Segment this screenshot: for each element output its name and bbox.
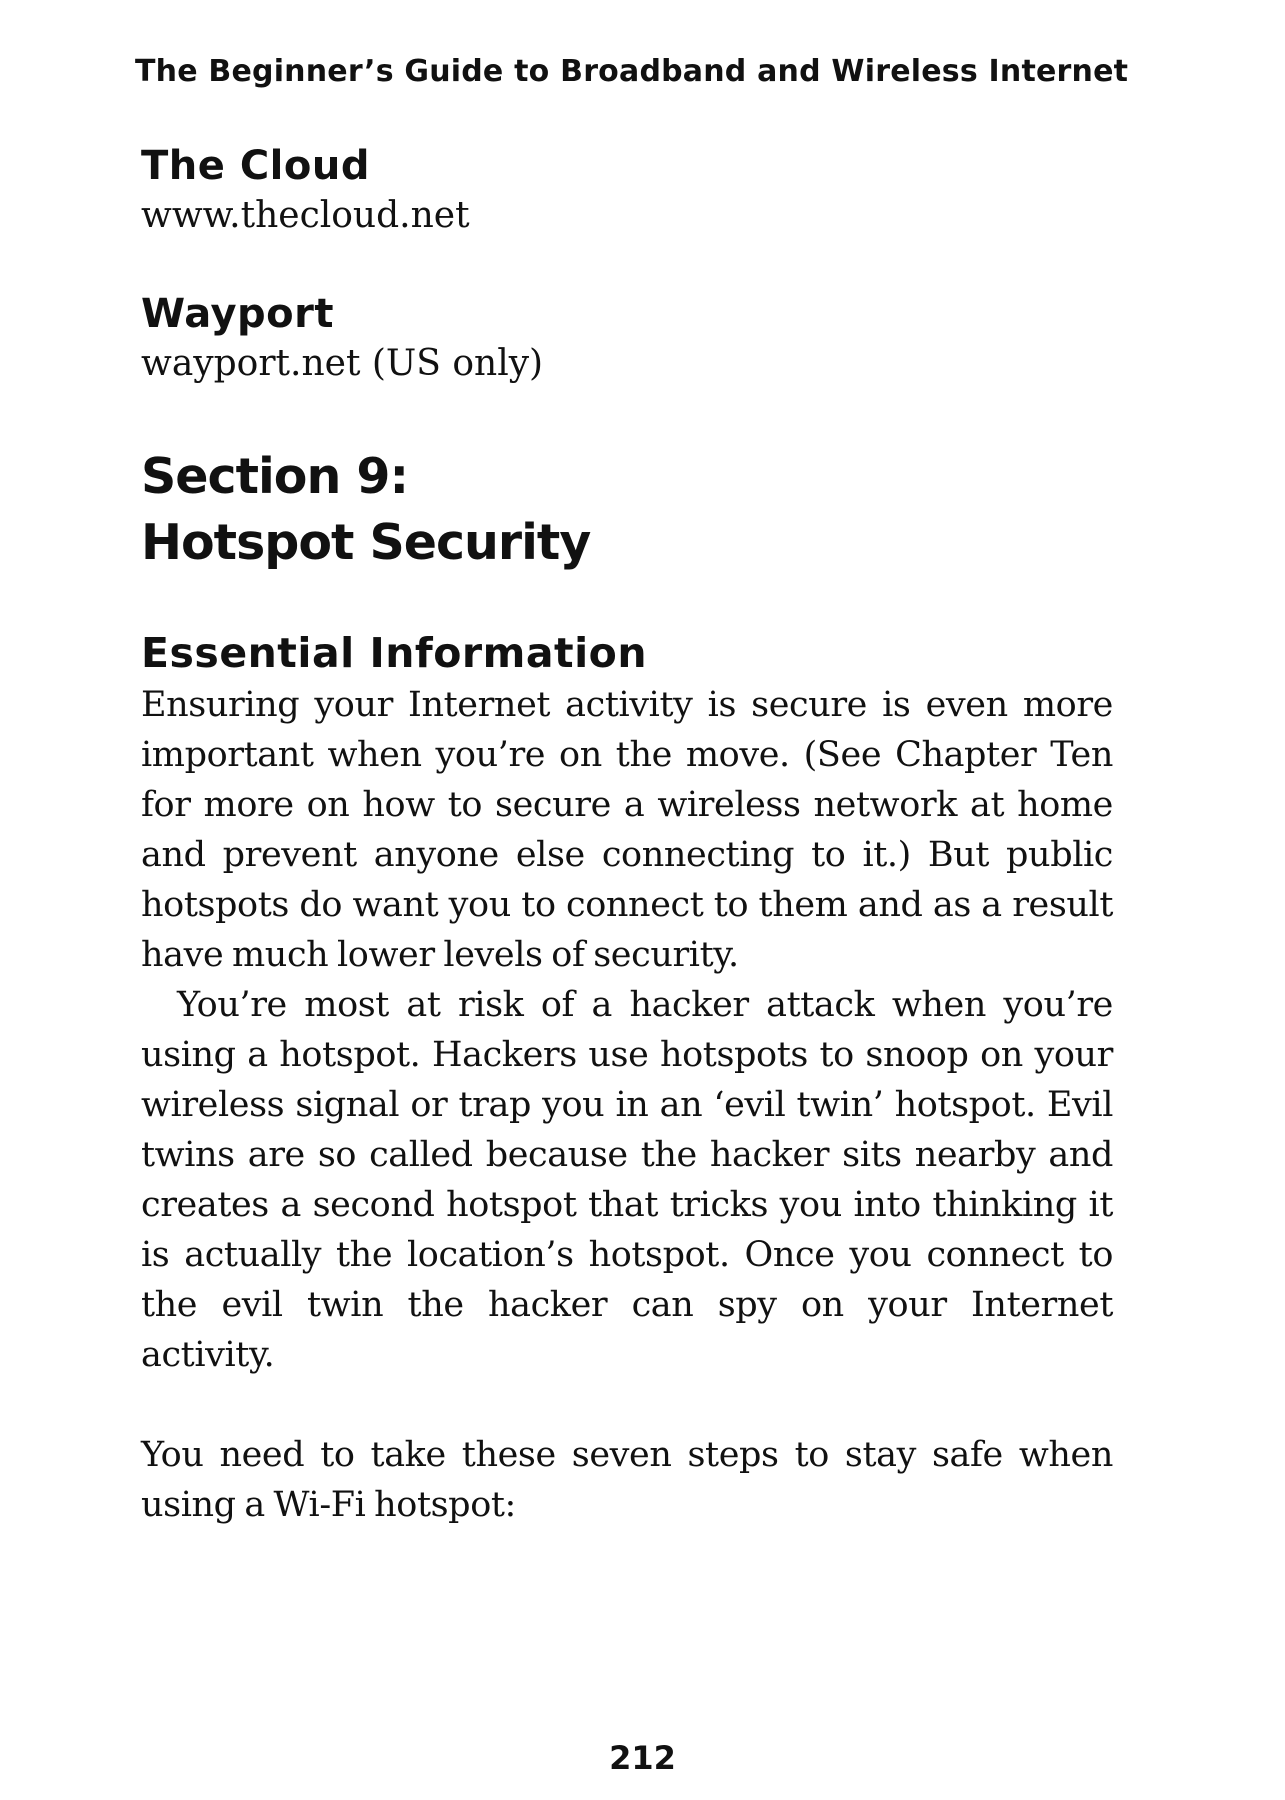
provider-name: The Cloud	[141, 143, 370, 189]
page-number: 212	[609, 1739, 676, 1777]
provider-name: Wayport	[141, 291, 334, 337]
provider-url: www.thecloud.net	[141, 195, 470, 236]
body-paragraph: You’re most at risk of a hacker attack when you’re using a hotspot. Hackers use hotspots to snoop on your wireless signal or trap you in an ‘evil twin’ hotspot. Evil twins are so called because the hacker sits nearby and creates a second hotspot that tricks you into thinking it is actually the location’s hotspot. Once you connect to the evil twin the hacker can spy on your Internet activity.	[141, 985, 1113, 1375]
subheading: Essential Information	[141, 629, 648, 677]
page-content	[141, 140, 1113, 1530]
provider-url: wayport.net (US only)	[141, 343, 544, 384]
body-paragraph: You need to take these seven steps to stay safe when using a Wi-Fi hotspot:	[141, 1435, 1113, 1525]
section-title	[141, 444, 1113, 576]
hotspot-provider-entry	[141, 288, 1113, 388]
running-head: The Beginner’s Guide to Broadband and Wireless Internet	[135, 54, 1129, 89]
body-paragraph: Ensuring your Internet activity is secure is even more important when you’re on the move. (See Chapter Ten for more on how to secure a wireless network at home and prevent anyone else connecting to it.) But public hotspots do want you to connect to them and as a result have much lower levels of security.	[141, 685, 1113, 975]
section-name: Hotspot Security	[141, 514, 591, 571]
section-number: Section 9:	[141, 448, 409, 505]
hotspot-provider-entry	[141, 140, 1113, 240]
